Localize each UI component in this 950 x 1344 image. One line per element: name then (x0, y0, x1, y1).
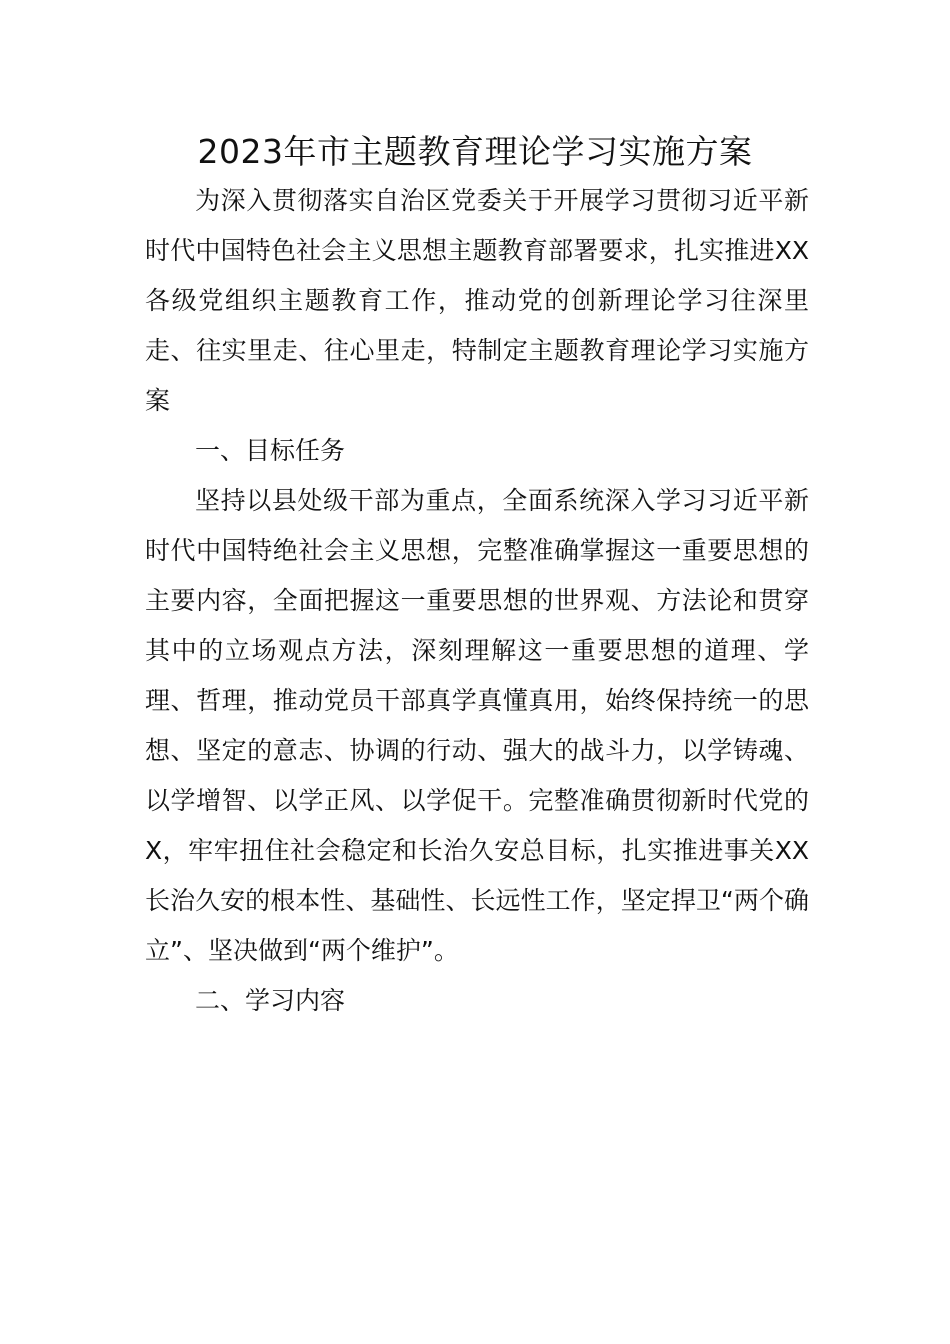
intro-paragraph: 为深入贯彻落实自治区党委关于开展学习贯彻习近平新时代中国特色社会主义思想主题教育部署要求，扎实推进XX各级党组织主题教育工作，推动党的创新理论学习往深里走、往实里走、往心里走，特制定主题教育理论学习实施方案 (145, 186, 809, 415)
goals-paragraph: 坚持以县处级干部为重点，全面系统深入学习习近平新时代中国特绝社会主义思想，完整准确掌握这一重要思想的主要内容，全面把握这一重要思想的世界观、方法论和贯穿其中的立场观点方法，深刻理解这一重要思想的道理、学理、哲理，推动党员干部真学真懂真用，始终保持统一的思想、坚定的意志、协调的行动、强大的战斗力，以学铸魂、以学增智、以学正风、以学促干。完整准确贯彻新时代党的X，牢牢扭住社会稳定和长治久安总目标，扎实推进事关XX长治久安的根本性、基础性、长远性工作，坚定捍卫“两个确立”、坚决做到“两个维护”。 (145, 486, 809, 965)
document-title: 2023年市主题教育理论学习实施方案 (197, 132, 753, 171)
section-heading-goals: 一、目标任务 (195, 436, 346, 465)
section-heading-content: 二、学习内容 (195, 986, 346, 1015)
